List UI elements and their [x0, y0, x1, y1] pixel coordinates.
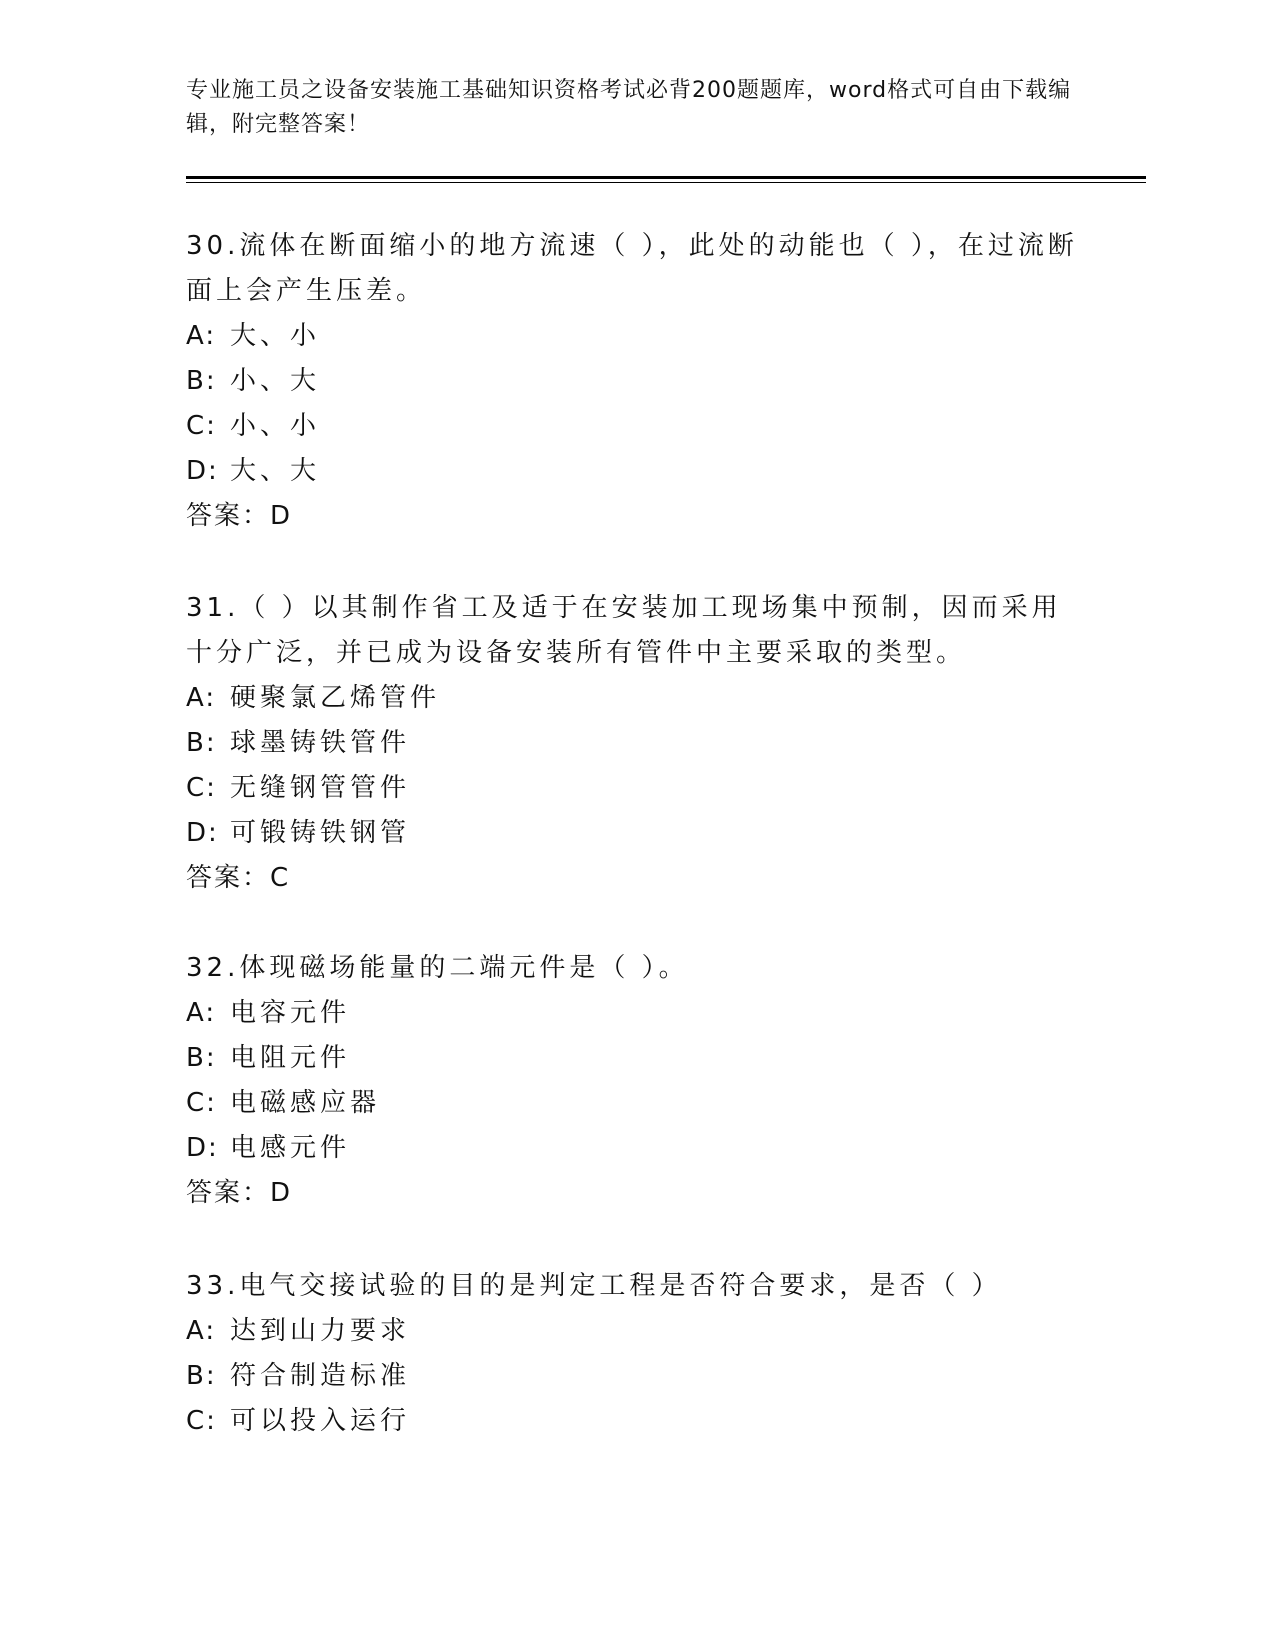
- option-letter: B:: [186, 1361, 217, 1391]
- option-d: [186, 1126, 1086, 1171]
- answer-line: 答案：C: [186, 863, 291, 893]
- option-letter: B:: [186, 728, 217, 758]
- option-letter: C:: [186, 1088, 217, 1118]
- header-divider-thin: [186, 182, 1146, 183]
- option-d: [186, 449, 1086, 494]
- option-letter: A:: [186, 321, 217, 351]
- option-text: 大、小: [230, 321, 321, 351]
- option-c: [186, 766, 1086, 811]
- option-letter: D:: [186, 818, 219, 848]
- option-text: 球墨铸铁管件: [230, 728, 411, 758]
- option-c: [186, 404, 1086, 449]
- option-letter: D:: [186, 456, 219, 486]
- option-b: [186, 1354, 1086, 1399]
- option-letter: C:: [186, 1406, 217, 1436]
- question-32: [186, 946, 1086, 1216]
- option-letter: A:: [186, 998, 217, 1028]
- question-30: [186, 224, 1086, 539]
- option-b: [186, 1036, 1086, 1081]
- option-text: 大、大: [230, 456, 321, 486]
- option-letter: B:: [186, 1043, 217, 1073]
- answer-line: 答案：D: [186, 501, 293, 531]
- option-letter: D:: [186, 1133, 219, 1163]
- option-a: [186, 991, 1086, 1036]
- option-text: 小、大: [230, 366, 321, 396]
- question-stem: 30.流体在断面缩小的地方流速（ ），此处的动能也（ ），在过流断面上会产生压差。: [186, 231, 1078, 306]
- option-letter: A:: [186, 1316, 217, 1346]
- option-a: [186, 314, 1086, 359]
- option-a: [186, 1309, 1086, 1354]
- option-text: 可锻铸铁钢管: [230, 818, 411, 848]
- question-stem: 33.电气交接试验的目的是判定工程是否符合要求，是否（ ）: [186, 1271, 1002, 1301]
- option-letter: B:: [186, 366, 217, 396]
- option-text: 电感元件: [230, 1133, 351, 1163]
- option-letter: C:: [186, 411, 217, 441]
- header-divider-thick: [186, 176, 1146, 179]
- option-letter: A:: [186, 683, 217, 713]
- question-33: [186, 1264, 1086, 1444]
- option-a: [186, 676, 1086, 721]
- answer-line: 答案：D: [186, 1178, 293, 1208]
- option-c: [186, 1081, 1086, 1126]
- option-text: 无缝钢管管件: [230, 773, 411, 803]
- option-c: [186, 1399, 1086, 1444]
- option-letter: C:: [186, 773, 217, 803]
- option-d: [186, 811, 1086, 856]
- option-text: 达到山力要求: [230, 1316, 411, 1346]
- option-b: [186, 721, 1086, 766]
- option-text: 可以投入运行: [230, 1406, 411, 1436]
- document-header: 专业施工员之设备安装施工基础知识资格考试必背200题题库，word格式可自由下载编辑，附完整答案！: [186, 78, 1072, 137]
- option-b: [186, 359, 1086, 404]
- question-stem: 31.（ ）以其制作省工及适于在安装加工现场集中预制，因而采用十分广泛，并已成为设备安装所有管件中主要采取的类型。: [186, 593, 1062, 668]
- option-text: 符合制造标准: [230, 1361, 411, 1391]
- question-stem: 32.体现磁场能量的二端元件是（ ）。: [186, 953, 689, 983]
- question-31: [186, 586, 1086, 901]
- option-text: 电阻元件: [230, 1043, 351, 1073]
- option-text: 硬聚氯乙烯管件: [230, 683, 441, 713]
- option-text: 电容元件: [230, 998, 351, 1028]
- option-text: 电磁感应器: [230, 1088, 381, 1118]
- option-text: 小、小: [230, 411, 321, 441]
